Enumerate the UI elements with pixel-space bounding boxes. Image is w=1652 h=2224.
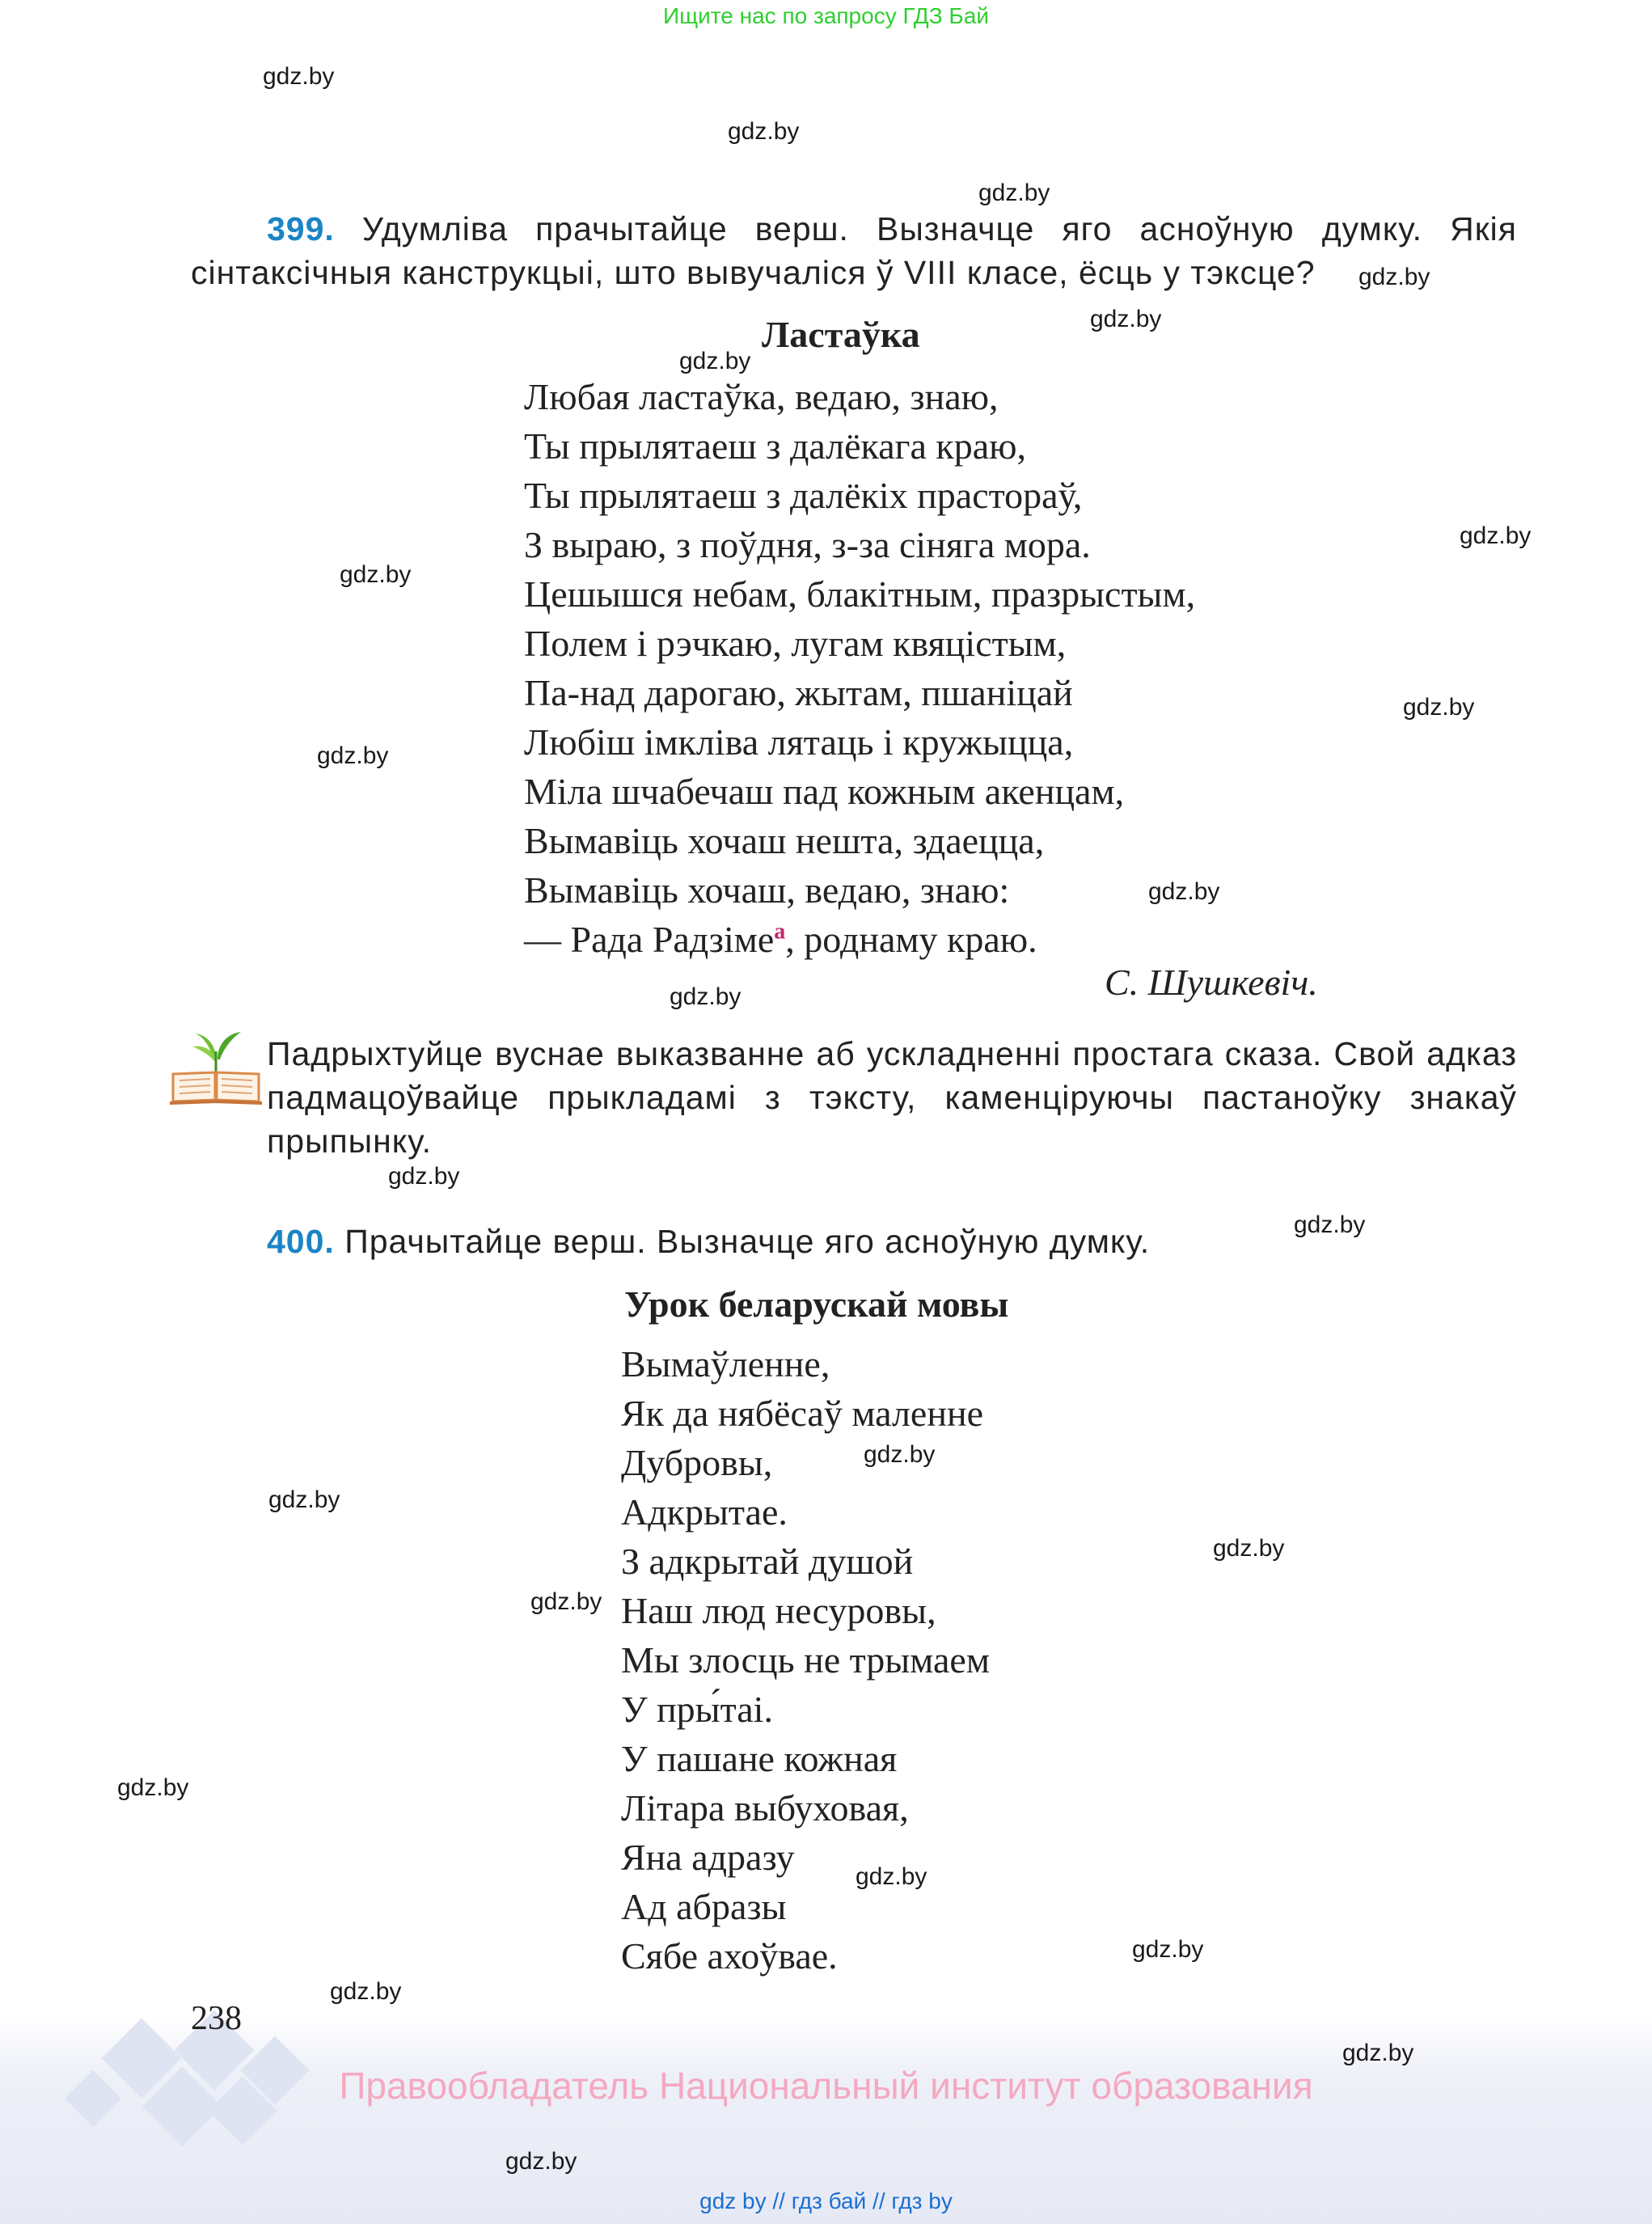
- poem-urok: [621, 1339, 990, 1981]
- watermark: gdz.by: [864, 1441, 936, 1468]
- task-number: 399.: [267, 210, 335, 247]
- footnote-mark[interactable]: а: [774, 919, 786, 945]
- watermark: gdz.by: [1090, 306, 1162, 332]
- poem-line: Вымавіць хочаш нешта, здаецца,: [524, 820, 1045, 861]
- poem-line: Любая ластаўка, ведаю, знаю,: [524, 376, 999, 417]
- poem-line: Мы злосць не трымаем: [621, 1639, 990, 1681]
- watermark: gdz.by: [1213, 1535, 1285, 1562]
- watermark: gdz.by: [856, 1863, 927, 1890]
- watermark: gdz.by: [728, 118, 800, 145]
- poem-line: Па-над дарогаю, жытам, пшаніцай: [524, 672, 1073, 713]
- task-text: Удумліва прачытайце верш. Вызначце яго асноўную думку. Якія сінтаксічныя канструкцыі, што вывучаліся ў VIII класе, ёсць у тэксце?: [191, 210, 1517, 291]
- task-400: [267, 1220, 1517, 1263]
- task-text: Прачытайце верш. Вызначце яго асноўную думку.: [344, 1223, 1151, 1260]
- poem-lastauka: [524, 372, 1195, 964]
- watermark: gdz.by: [1460, 522, 1532, 549]
- rights-holder: Правообладатель Национальный институт образования: [339, 2065, 1313, 2107]
- poem-line: Літара выбуховая,: [621, 1787, 909, 1829]
- poem-line: Любіш імкліва лятаць і кружыцца,: [524, 721, 1074, 763]
- poem-line-last: — Рада Радзіме$^а$, роднаму краю.: [524, 919, 1037, 960]
- top-banner[interactable]: Ищите нас по запросу ГДЗ Бай: [662, 3, 990, 28]
- poem-line: Вымавіць хочаш, ведаю, знаю:: [524, 869, 1010, 911]
- poem-line: Вымаўленне,: [621, 1343, 830, 1385]
- poem-line: Адкрытае.: [621, 1491, 788, 1533]
- watermark: gdz.by: [530, 1588, 602, 1615]
- poem-line: З адкрытай душой: [621, 1541, 914, 1582]
- watermark: gdz.by: [268, 1486, 340, 1513]
- poem-line: Як да нябёсаў маленне: [621, 1393, 983, 1434]
- bottom-links[interactable]: gdz by // гдз бай // гдз by: [699, 2188, 953, 2213]
- watermark: gdz.by: [1294, 1211, 1366, 1238]
- task-399: [191, 207, 1517, 294]
- poem-line: Наш люд несуровы,: [621, 1590, 936, 1631]
- watermark: gdz.by: [505, 2148, 577, 2175]
- watermark: gdz.by: [670, 983, 741, 1010]
- watermark: gdz.by: [317, 742, 389, 769]
- watermark: gdz.by: [1342, 2040, 1414, 2066]
- speech-task: Падрыхтуйце вуснае выказванне аб ускладненні простага сказа. Свой адказ падмацоўвайце прыкладамі з тэксту, каменціруючы пастаноўку знакаў прыпынку.: [267, 1035, 1517, 1160]
- poem-line: У пашане кожная: [621, 1738, 898, 1779]
- poem-line: Міла шчабечаш пад кожным акенцам,: [524, 771, 1125, 812]
- poem-line: Яна адразу: [621, 1837, 795, 1878]
- watermark: gdz.by: [1403, 694, 1475, 721]
- poem-line: Сябе ахоўвае.: [621, 1935, 838, 1977]
- poem-line: Цешышся небам, блакітным, празрыстым,: [524, 573, 1196, 615]
- poem-line: Дубровы,: [621, 1442, 773, 1483]
- book-sprout-icon: [168, 1027, 264, 1108]
- task-number: 400.: [267, 1223, 335, 1260]
- watermark: gdz.by: [1358, 264, 1430, 290]
- watermark: gdz.by: [679, 348, 751, 374]
- poem-line: Полем і рэчкаю, лугам квяцістым,: [524, 623, 1067, 664]
- watermark: gdz.by: [388, 1163, 460, 1190]
- page-number: 238: [191, 2000, 242, 2037]
- watermark: gdz.by: [117, 1774, 189, 1801]
- watermark: gdz.by: [978, 180, 1050, 206]
- poem-title: Ластаўка: [762, 314, 920, 355]
- poem-line: З выраю, з поўдня, з-за сіняга мора.: [524, 524, 1091, 565]
- poem-line: Ты прылятаеш з далёкага краю,: [524, 425, 1027, 467]
- poem-line: Ты прылятаеш з далёкіх пpастораў,: [524, 475, 1083, 516]
- poem-line: Ад абразы: [621, 1886, 787, 1927]
- poem-title: Урок беларускай мовы: [624, 1283, 1009, 1325]
- watermark: gdz.by: [1132, 1936, 1204, 1963]
- poem-line: У пры́таі.: [621, 1689, 773, 1730]
- watermark: gdz.by: [330, 1978, 402, 2005]
- watermark: gdz.by: [263, 63, 335, 90]
- watermark: gdz.by: [340, 561, 412, 588]
- poem-author: С. Шушкевіч.: [1105, 962, 1318, 1003]
- watermark: gdz.by: [1148, 878, 1220, 905]
